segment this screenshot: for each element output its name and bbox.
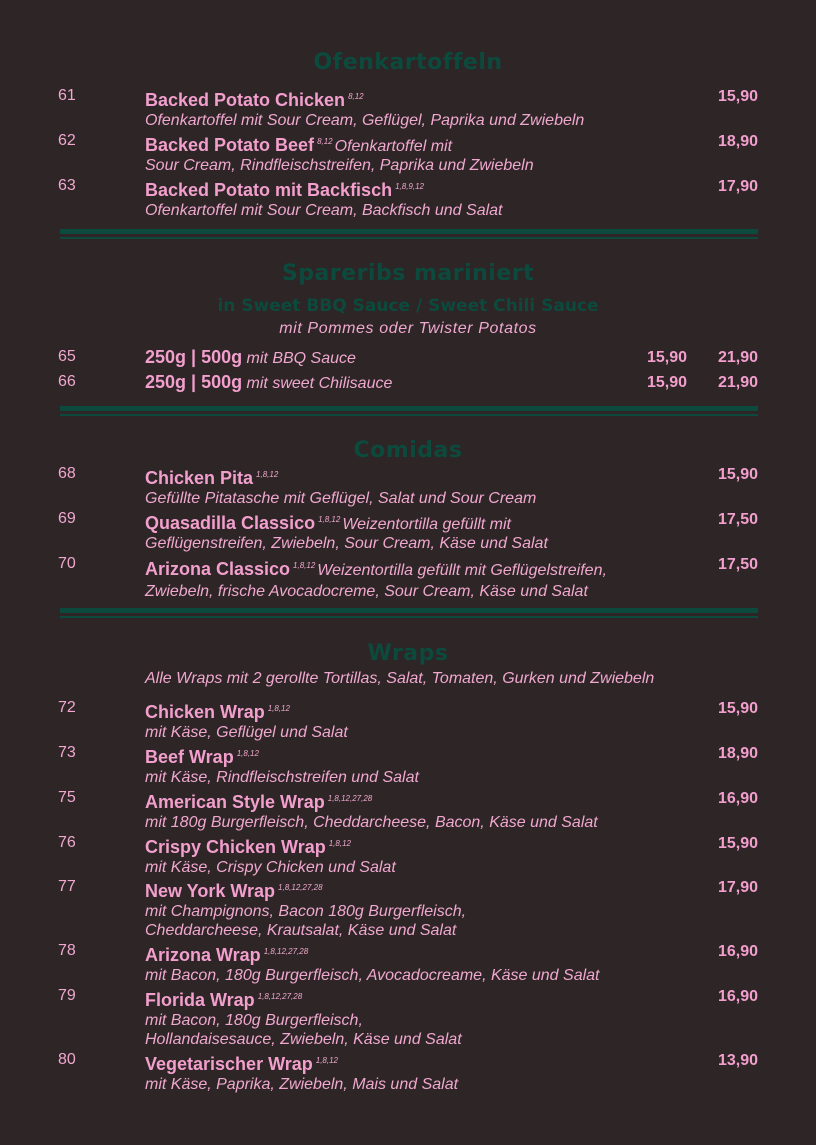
item-price-large: 21,90 — [717, 349, 758, 366]
item-name: Arizona Classico — [145, 559, 291, 579]
section-subtitle: in Sweet BBQ Sauce / Sweet Chili Sauce — [217, 296, 599, 316]
item-inline-description: Weizentortilla gefüllt mit — [342, 516, 511, 533]
section-title-wraps: Wraps — [367, 641, 449, 666]
item-price: 17,50 — [717, 556, 758, 573]
item-name: 250g | 500g — [145, 372, 243, 392]
item-allergens: 1,8,12,27,28 — [257, 992, 303, 1001]
item-inline-description: Ofenkartoffel mit — [334, 138, 453, 155]
item-number: 79 — [58, 987, 76, 1004]
item-allergens: 1,8,12 — [267, 704, 290, 713]
item-description-line2: Hollandaisesauce, Zwiebeln, Käse und Salat — [145, 1031, 462, 1048]
item-name: 250g | 500g — [145, 347, 243, 367]
item-inline-description: mit sweet Chilisauce — [246, 375, 393, 392]
item-name: Crispy Chicken Wrap — [145, 837, 326, 857]
item-name: Backed Potato Chicken — [145, 90, 346, 110]
item-number: 63 — [58, 177, 76, 194]
item-name: Chicken Pita — [145, 468, 254, 488]
item-number: 78 — [58, 942, 76, 959]
item-description: Ofenkartoffel mit Sour Cream, Backfisch und Salat — [145, 202, 503, 219]
item-description: mit Käse, Crispy Chicken und Salat — [145, 859, 396, 876]
item-description: mit Käse, Rindfleischstreifen und Salat — [145, 769, 419, 786]
section-title-comidas: Comidas — [353, 438, 463, 463]
item-price-small: 15,90 — [646, 349, 687, 366]
item-name: Backed Potato Beef — [145, 135, 315, 155]
item-description: mit Champignons, Bacon 180g Burgerfleisch, — [145, 903, 467, 920]
item-price: 17,50 — [717, 511, 758, 528]
section-title-spareribs: Spareribs mariniert — [281, 261, 535, 286]
item-inline-description: mit BBQ Sauce — [246, 350, 356, 367]
item-price: 18,90 — [717, 745, 758, 762]
item-price: 15,90 — [717, 835, 758, 852]
item-name: Vegetarischer Wrap — [145, 1054, 313, 1074]
item-name: Florida Wrap — [145, 990, 255, 1010]
item-price: 16,90 — [717, 943, 758, 960]
item-allergens: 1,8,12 — [315, 1056, 338, 1065]
item-price: 13,90 — [717, 1052, 758, 1069]
item-allergens: 1,8,12,27,28 — [327, 794, 373, 803]
item-description: Gefüllte Pitatasche mit Geflügel, Salat und Sour Cream — [145, 490, 537, 507]
item-price: 16,90 — [717, 988, 758, 1005]
item-allergens: 1,8,12 — [318, 515, 341, 524]
item-allergens: 8,12 — [317, 137, 333, 146]
item-price: 15,90 — [717, 466, 758, 483]
item-name: Arizona Wrap — [145, 945, 261, 965]
section-divider — [60, 229, 758, 239]
item-price: 18,90 — [717, 133, 758, 150]
item-number: 61 — [58, 87, 76, 104]
item-price: 17,90 — [717, 178, 758, 195]
item-inline-description: Weizentortilla gefüllt mit Geflügelstreifen, — [317, 562, 607, 579]
item-price: 15,90 — [717, 700, 758, 717]
item-price-large: 21,90 — [717, 374, 758, 391]
item-price: 17,90 — [717, 879, 758, 896]
item-description: mit Käse, Geflügel und Salat — [145, 724, 348, 741]
item-description: Geflügenstreifen, Zwiebeln, Sour Cream, Käse und Salat — [145, 535, 548, 552]
item-number: 77 — [58, 878, 76, 895]
item-description: mit Bacon, 180g Burgerfleisch, Avocadocreame, Käse und Salat — [145, 967, 600, 984]
section-title-ofenkartoffeln: Ofenkartoffeln — [313, 50, 503, 75]
item-allergens: 1,8,12 — [328, 839, 351, 848]
item-number: 69 — [58, 510, 76, 527]
item-number: 68 — [58, 465, 76, 482]
section-subtitle-note: mit Pommes oder Twister Potatos — [279, 320, 537, 337]
item-name: Backed Potato mit Backfisch — [145, 180, 393, 200]
item-description-line2: Cheddarcheese, Krautsalat, Käse und Salat — [145, 922, 457, 939]
item-number: 75 — [58, 789, 76, 806]
item-number: 70 — [58, 555, 76, 572]
item-name: American Style Wrap — [145, 792, 325, 812]
item-description: mit Bacon, 180g Burgerfleisch, — [145, 1012, 363, 1029]
item-allergens: 1,8,12,27,28 — [278, 883, 323, 892]
item-price: 16,90 — [717, 790, 758, 807]
item-description: mit 180g Burgerfleisch, Cheddarcheese, Bacon, Käse und Salat — [145, 814, 598, 831]
item-number: 62 — [58, 132, 76, 149]
item-number: 80 — [58, 1051, 76, 1068]
item-allergens: 1,8,9,12 — [395, 182, 424, 191]
item-number: 65 — [58, 348, 76, 365]
item-price-small: 15,90 — [646, 374, 687, 391]
item-description: Sour Cream, Rindfleischstreifen, Paprika und Zwiebeln — [145, 157, 534, 174]
item-name: Chicken Wrap — [145, 702, 265, 722]
item-number: 73 — [58, 744, 76, 761]
item-number: 72 — [58, 699, 76, 716]
item-allergens: 8,12 — [348, 92, 364, 101]
item-price: 15,90 — [717, 88, 758, 105]
item-name: Quasadilla Classico — [145, 513, 316, 533]
item-description: Zwiebeln, frische Avocadocreme, Sour Cream, Käse und Salat — [145, 583, 588, 600]
item-name: New York Wrap — [145, 881, 276, 901]
item-allergens: 1,8,12 — [236, 749, 259, 758]
section-divider — [60, 608, 758, 618]
section-divider — [60, 406, 758, 416]
item-allergens: 1,8,12,27,28 — [263, 947, 309, 956]
item-description: Ofenkartoffel mit Sour Cream, Geflügel, Paprika und Zwiebeln — [145, 112, 585, 129]
item-number: 76 — [58, 834, 76, 851]
item-allergens: 1,8,12 — [293, 561, 316, 570]
item-number: 66 — [58, 373, 76, 390]
item-name: Beef Wrap — [145, 747, 234, 767]
section-intro: Alle Wraps mit 2 gerollte Tortillas, Salat, Tomaten, Gurken und Zwiebeln — [145, 670, 655, 687]
item-allergens: 1,8,12 — [256, 470, 279, 479]
item-description: mit Käse, Paprika, Zwiebeln, Mais und Salat — [145, 1076, 459, 1093]
